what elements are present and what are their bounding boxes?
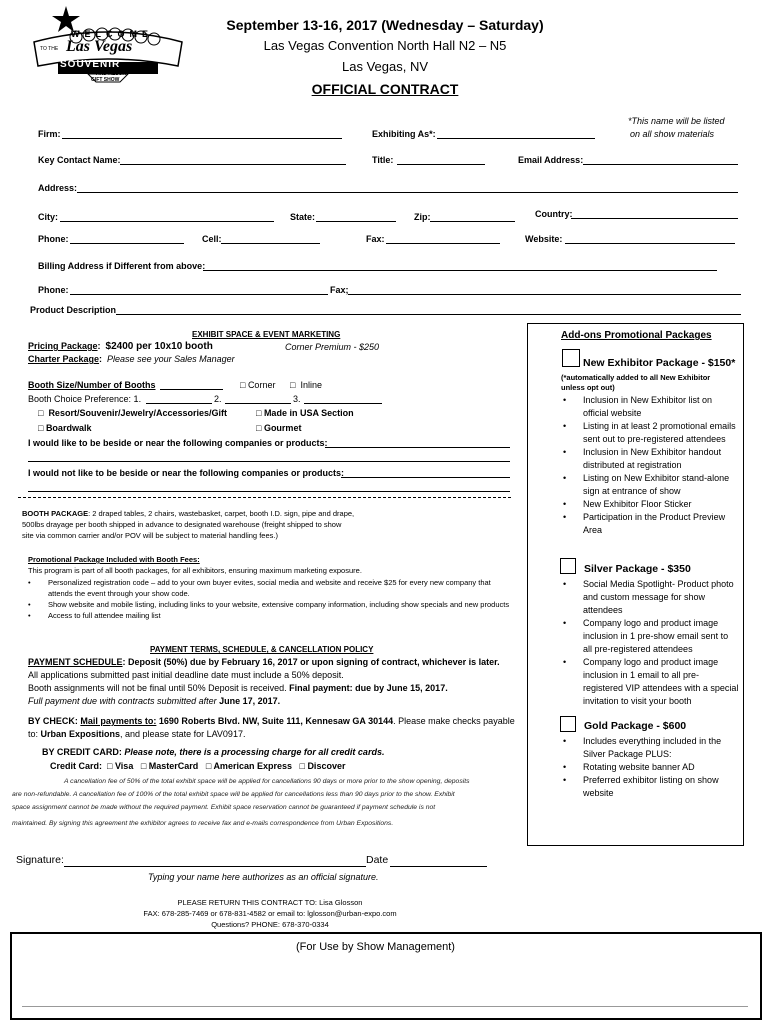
address-label: Address: — [38, 183, 78, 193]
payment-schedule: PAYMENT SCHEDULE: Deposit (50%) due by February 16, 2017 or upon signing of contract, whichever is later. — [28, 657, 500, 667]
booth-package-line-2: 500lbs drayage per booth shipped in advance to designated warehouse (freight shipped to show — [22, 520, 342, 529]
fax-field[interactable] — [386, 243, 500, 244]
choice-2-field[interactable] — [225, 403, 291, 404]
typing-note: Typing your name here authorizes as an official signature. — [148, 872, 379, 882]
event-venue: Las Vegas Convention North Hall N2 – N5 — [263, 38, 507, 53]
questions-line: Questions? PHONE: 678-370-0334 — [211, 920, 329, 929]
pricing-row: Pricing Package: $2400 per 10x10 booth — [28, 341, 213, 352]
list-item: • Listing in at least 2 promotional emails sent out to pre-registered attendees — [557, 420, 739, 446]
credit-line: BY CREDIT CARD: Please note, there is a processing charge for all credit cards. — [42, 747, 385, 757]
list-item: • Inclusion in New Exhibitor list on official website — [557, 394, 739, 420]
phone2-field[interactable] — [70, 294, 328, 295]
charter-label: Charter Package — [28, 354, 100, 364]
payment-line-2: All applications submitted past initial deadline date must include a 50% deposit. — [28, 670, 344, 680]
new-exhibitor-note-2: unless opt out) — [561, 383, 615, 392]
cat-resort-option[interactable]: □ Resort/Souvenir/Jewelry/Accessories/Gift — [38, 408, 228, 418]
product-description-label: Product Description — [30, 305, 117, 315]
state-field[interactable] — [316, 221, 396, 222]
promo-heading: Promotional Package Included with Booth Fees: — [28, 555, 200, 564]
booth-size-field[interactable] — [160, 389, 223, 390]
event-dates: September 13-16, 2017 (Wednesday – Saturday) — [226, 17, 544, 33]
phone-label: Phone: — [38, 234, 69, 244]
cat-usa-option[interactable]: □ Made in USA Section — [256, 408, 354, 418]
list-item: • Show website and mobile listing, including links to your website, extensive company information, including show specials and new products — [22, 599, 517, 610]
choice-3-label: 3. — [293, 394, 301, 404]
country-label: Country: — [535, 209, 573, 219]
listed-note-2: on all show materials — [630, 129, 715, 139]
city-label: City: — [38, 212, 58, 222]
fax2-label: Fax; — [330, 285, 349, 295]
charter-value: Please see your Sales Manager — [107, 354, 235, 364]
choice-3-field[interactable] — [304, 403, 382, 404]
section-divider — [18, 497, 511, 498]
logo-welcome: WELCOME — [71, 29, 153, 39]
state-label: State: — [290, 212, 316, 222]
date-field[interactable] — [390, 866, 487, 867]
cancel-line-4: maintained. By signing this agreement the exhibitor agrees to receive fax and e-mails correspondence from Urban Expositions. — [12, 820, 394, 827]
list-item: • Participation in the Product Preview Area — [557, 511, 739, 537]
cell-field[interactable] — [221, 243, 320, 244]
list-item: • Inclusion in New Exhibitor handout distributed at registration — [557, 446, 739, 472]
payment-line-4: Full payment due with contracts submitted after June 17, 2017. — [28, 696, 281, 706]
gold-checkbox[interactable] — [560, 716, 576, 732]
cancel-line-1: A cancellation fee of 50% of the total exhibit space will be applied for cancellations 90 days or more prior to the show opening, deposits — [64, 778, 470, 785]
zip-field[interactable] — [430, 221, 515, 222]
beside-field-2[interactable] — [28, 461, 510, 462]
discover-option[interactable]: □ Discover — [299, 761, 346, 771]
email-field[interactable] — [583, 164, 738, 165]
list-item: • Company logo and product image inclusion in 1 pre-show email sent to all pre-registered attendees — [557, 617, 739, 656]
not-beside-field-1[interactable] — [341, 477, 510, 478]
checkbox-icon: □ — [38, 408, 49, 418]
exhibit-heading: EXHIBIT SPACE & EVENT MARKETING — [192, 330, 341, 339]
inline-option[interactable]: □ Inline — [290, 380, 322, 390]
cat-boardwalk-option[interactable]: □ Boardwalk — [38, 423, 92, 433]
country-field[interactable] — [571, 218, 738, 219]
list-item: • Access to full attendee mailing list — [22, 610, 517, 621]
cancel-line-3: space assignment cannot be made without the required payment. Exhibit space reservation cannot be guaranteed if payment schedule is not — [12, 804, 436, 811]
title-label: Title: — [372, 155, 394, 165]
event-city: Las Vegas, NV — [342, 59, 428, 74]
booth-package-line-1: BOOTH PACKAGE: 2 draped tables, 2 chairs, wastebasket, carpet, booth I.D. sign, pipe and drape, — [22, 509, 355, 518]
website-label: Website: — [525, 234, 563, 244]
corner-premium: Corner Premium - $250 — [285, 342, 380, 352]
list-item: • Listing on New Exhibitor stand-alone sign at entrance of show — [557, 472, 739, 498]
cell-label: Cell: — [202, 234, 222, 244]
checkbox-icon: □ — [38, 423, 46, 433]
website-field[interactable] — [565, 243, 735, 244]
logo-las-vegas: Las Vegas — [66, 38, 133, 55]
email-label: Email Address: — [518, 155, 584, 165]
phone-field[interactable] — [70, 243, 184, 244]
silver-title: Silver Package - $350 — [584, 563, 691, 575]
list-item: • Preferred exhibitor listing on show website — [557, 774, 739, 800]
new-exhibitor-title: New Exhibitor Package - $150* — [583, 357, 736, 369]
gold-list — [557, 735, 739, 800]
amex-option[interactable]: □ American Express — [205, 761, 292, 771]
new-exhibitor-checkbox[interactable] — [562, 349, 580, 367]
checkbox-icon: □ — [256, 408, 264, 418]
not-beside-label: I would not like to be beside or near the following companies or products: — [28, 468, 345, 478]
silver-list — [557, 578, 739, 708]
list-item: • Personalized registration code – add to your own buyer evites, social media and website and receive $25 for every new company that attends the event through your show code. — [22, 577, 517, 599]
firm-field[interactable] — [62, 138, 342, 139]
signature-field[interactable] — [64, 866, 366, 867]
signature-label: Signature: — [16, 854, 64, 866]
list-item: • Rotating website banner AD — [557, 761, 739, 774]
promo-intro: This program is part of all booth packages, for all exhibitors, ensuring maximum marketing exposure. — [28, 566, 362, 575]
list-item: • Social Media Spotlight- Product photo and custom message for show attendees — [557, 578, 739, 617]
new-exhibitor-note-1: (*automatically added to all New Exhibitor — [561, 373, 711, 382]
page-title: OFFICIAL CONTRACT — [311, 81, 459, 97]
pricing-label: Pricing Package — [28, 341, 98, 351]
booth-size-label: Booth Size/Number of Booths — [28, 380, 156, 390]
mastercard-option[interactable]: □ MasterCard — [140, 761, 199, 771]
fax-line: FAX: 678-285-7469 or 678-831-4582 or email to: lglosson@urban-expo.com — [143, 909, 397, 918]
booth-choice-label: Booth Choice Preference: 1. — [28, 394, 142, 404]
date-label: Date — [366, 854, 389, 866]
logo-gift-show: GIFT SHOW — [91, 77, 120, 83]
beside-field-1[interactable] — [325, 447, 510, 448]
list-item: • Includes everything included in the Silver Package PLUS: — [557, 735, 739, 761]
show-management-label: (For Use by Show Management) — [296, 941, 455, 953]
fax2-field[interactable] — [348, 294, 741, 295]
new-exhibitor-list — [557, 394, 739, 537]
city-field[interactable] — [60, 221, 274, 222]
checkbox-icon: □ — [240, 380, 248, 390]
credit-card-options: Credit Card: □ Visa □ MasterCard □ American Express □ Discover — [50, 761, 346, 771]
cat-gourmet-option[interactable]: □ Gourmet — [256, 423, 302, 433]
choice-1-field[interactable] — [146, 403, 212, 404]
check-line-2: to: Urban Expositions, and please state for LAV0917. — [28, 729, 246, 739]
booth-package-line-3: site via common carrier and/or POV will be subject to material handling fees.) — [22, 531, 278, 540]
return-line: PLEASE RETURN THIS CONTRACT TO: Lisa Glosson — [177, 898, 363, 907]
logo-and-resort: AND RESORT — [96, 71, 130, 77]
key-contact-field[interactable] — [120, 164, 346, 165]
gold-title: Gold Package - $600 — [584, 720, 687, 732]
zip-label: Zip: — [414, 212, 431, 222]
choice-2-label: 2. — [214, 394, 222, 404]
fax-label: Fax: — [366, 234, 385, 244]
charter-row: Charter Package: Please see your Sales Manager — [28, 354, 235, 364]
billing-field[interactable] — [203, 270, 717, 271]
addons-heading: Add-ons Promotional Packages — [561, 330, 712, 341]
check-line-1: BY CHECK: Mail payments to: 1690 Roberts Blvd. NW, Suite 111, Kennesaw GA 30144. Please make checks payable — [28, 716, 515, 726]
firm-label: Firm: — [38, 129, 61, 139]
payment-line-3: Booth assignments will not be final until 50% Deposit is received. Final payment: due by June 15, 2017. — [28, 683, 448, 693]
logo-to-the: TO THE — [40, 46, 59, 52]
exhibiting-as-label: Exhibiting As*: — [372, 129, 436, 139]
not-beside-field-2[interactable] — [28, 491, 510, 492]
exhibiting-as-field[interactable] — [437, 138, 595, 139]
list-item: • New Exhibitor Floor Sticker — [557, 498, 739, 511]
silver-checkbox[interactable] — [560, 558, 576, 574]
pricing-value: $2400 per 10x10 booth — [105, 341, 213, 352]
promo-list — [22, 577, 517, 621]
visa-option[interactable]: □ Visa — [107, 761, 134, 771]
phone2-label: Phone: — [38, 285, 69, 295]
checkbox-icon: □ — [290, 380, 301, 390]
checkbox-icon: □ — [256, 423, 264, 433]
beside-label: I would like to be beside or near the following companies or products: — [28, 438, 328, 448]
list-item: • Company logo and product image inclusion in 1 email to all pre-registered VIP attendees with a special invitation to visit your booth — [557, 656, 739, 708]
listed-note-1: *This name will be listed — [628, 116, 725, 126]
key-contact-label: Key Contact Name: — [38, 155, 121, 165]
address-field[interactable] — [77, 192, 738, 193]
product-description-field[interactable] — [116, 314, 741, 315]
cancel-line-2: are non-refundable. A cancellation fee of 100% of the total exhibit space will be applied for cancellations less than 90 days prior to the show. Exhibit — [12, 791, 455, 798]
logo-souvenir: SOUVENIR — [60, 59, 121, 70]
management-line — [22, 1006, 748, 1007]
billing-label: Billing Address if Different from above: — [38, 261, 206, 271]
title-field[interactable] — [397, 164, 485, 165]
payment-heading: PAYMENT TERMS, SCHEDULE, & CANCELLATION POLICY — [150, 645, 374, 654]
corner-option[interactable]: □ Corner — [240, 380, 276, 390]
